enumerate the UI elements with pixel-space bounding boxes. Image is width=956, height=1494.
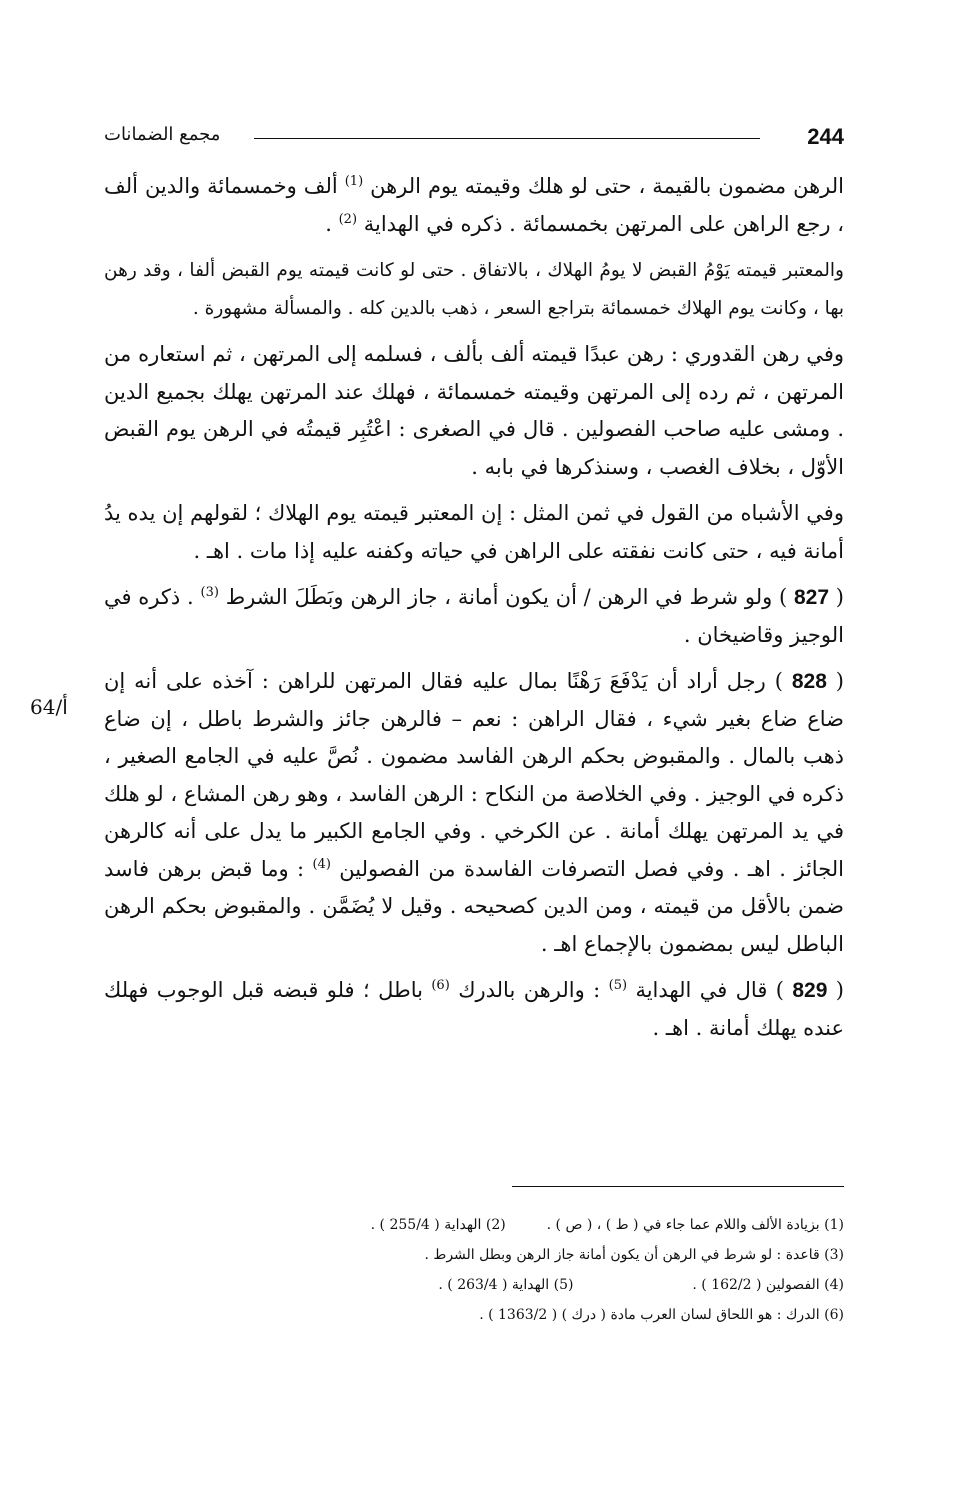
paragraph-827 — [104, 579, 844, 654]
footnote-ref-3: (3) — [200, 585, 219, 600]
footnote-ref-4: (4) — [312, 856, 331, 872]
footnote-ref-5: (5) — [608, 978, 628, 993]
paragraph-3: وفي رهن القدوري : رهن عبدًا قيمته ألف بألف ، فسلمه إلى المرتهن ، ثم استعاره من المرتهن ، ثم رده إلى المرتهن وقيمته خمسمائة ، فهلك عند المرتهن يهلك بجميع الدين . ومشى عليه صاحب الفصولين . قال في الصغرى : اعْتُبِر قيمتُه في الرهن يوم القبض الأوّل ، بخلاف الغصب ، وسنذكرها في بابه . — [104, 342, 844, 479]
paragraph-text: . ذكره في الوجيز وقاضيخان . — [104, 585, 844, 647]
footnote-ref-6: (6) — [431, 978, 450, 993]
footnote-ref-1: (1) — [344, 174, 364, 189]
footnote-4: (4) الفصولين ( 162/2 ) . — [692, 1277, 844, 1293]
main-text — [104, 168, 844, 1056]
paragraph-text: باطل ؛ فلو قبضه قبل الوجوب فهلك عنده يهلك أمانة . اهـ . — [104, 978, 844, 1040]
item-number: 828 — [791, 670, 827, 693]
footnote-line — [104, 1210, 844, 1240]
footnote-line — [104, 1270, 844, 1300]
item-number-close: ) — [767, 978, 793, 1002]
paragraph-2: والمعتبر قيمته يَوْمُ القبض لا يومُ الهلاك ، بالاتفاق . حتى لو كانت قيمته يوم القبض ألفا ، وقد رهن بها ، وكانت يوم الهلاك خمسمائة بتراجع السعر ، ذهب بالدين كله . والمسألة مشهورة . — [104, 260, 844, 319]
footnote-6: (6) الدرك : هو اللحاق لسان العرب مادة ( درك ) ( 1363/2 ) . — [479, 1307, 844, 1323]
paragraph-text: الرهن مضمون بالقيمة ، حتى لو هلك وقيمته يوم الرهن — [370, 174, 844, 198]
header-rule — [254, 138, 760, 139]
paragraph-text: قال في الهداية — [635, 978, 768, 1002]
paragraph-text: : وما قبض برهن فاسد ضمن بالأقل من قيمته ، ومن الدين كصحيحه . وقيل لا يُضَمَّن . والمقبوض بحكم الرهن الباطل ليس بمضمون بالإجماع اهـ . — [104, 856, 844, 956]
paragraph-4: وفي الأشباه من القول في ثمن المثل : إن المعتبر قيمته يوم الهلاك ؛ لقولهم إن يده يدُ أمانة فيه ، حتى كانت نفقته على الراهن في حياته وكفنه عليه إذا مات . اهـ . — [104, 501, 844, 563]
footnote-5: (5) الهداية ( 263/4 ) . — [438, 1277, 574, 1293]
item-number-open: ( — [827, 978, 844, 1002]
paragraph-1 — [104, 168, 844, 243]
item-number: 827 — [793, 586, 830, 609]
item-number-open: ( — [829, 585, 844, 609]
paragraph-text: . — [325, 211, 332, 236]
paragraph-text: ولو شرط في الرهن / أن يكون أمانة ، جاز الرهن وبَطَلَ الشرط — [225, 585, 773, 609]
footnote-ref-2: (2) — [338, 211, 358, 227]
paragraph-text: ألف وخمسمائة والدين ألف ، رجع الراهن على المرتهن بخمسمائة . ذكره في الهداية — [104, 174, 844, 236]
margin-folio-note: 64/أ — [30, 695, 68, 719]
footnotes — [104, 1210, 844, 1330]
paragraph-829 — [104, 972, 844, 1047]
item-number-close: ) — [772, 585, 794, 609]
page-number: 244 — [807, 124, 844, 149]
footnote-3: (3) قاعدة : لو شرط في الرهن أن يكون أمانة جاز الرهن وبطل الشرط . — [424, 1247, 844, 1263]
item-number: 829 — [792, 979, 828, 1002]
book-title: مجمع الضمانات — [104, 124, 221, 145]
item-number-close: ) — [765, 669, 792, 693]
footnote-2: (2) الهداية ( 255/4 ) . — [370, 1217, 506, 1233]
page-header — [104, 118, 844, 158]
item-number-open: ( — [826, 669, 845, 693]
footnote-separator — [512, 1186, 844, 1187]
paragraph-828 — [104, 663, 844, 963]
paragraph-text: رجل أراد أن يَدْفَعَ رَهْنًا بمال عليه فقال المرتهن للراهن : آخذه على أنه إن ضاع ضاع بغير شيء ، فقال الراهن : نعم – فالرهن جائز والشرط باطل ، إن ضاع ذهب بالمال . والمقبوض بحكم الرهن الفاسد مضمون . نُصَّ عليه في الجامع الصغير ، ذكره في الوجيز . وفي الخلاصة من النكاح : الرهن الفاسد ، وهو رهن المشاع ، لو هلك في يد المرتهن يهلك أمانة . عن الكرخي . وفي الجامع الكبير ما يدل على أنه كالرهن الجائز . اهـ . وفي فصل التصرفات الفاسدة من الفصولين — [104, 669, 844, 881]
footnote-1: (1) بزيادة الألف واللام عما جاء في ( ط ) ، ( ص ) . — [546, 1217, 844, 1233]
paragraph-text: : والرهن بالدرك — [458, 978, 601, 1002]
